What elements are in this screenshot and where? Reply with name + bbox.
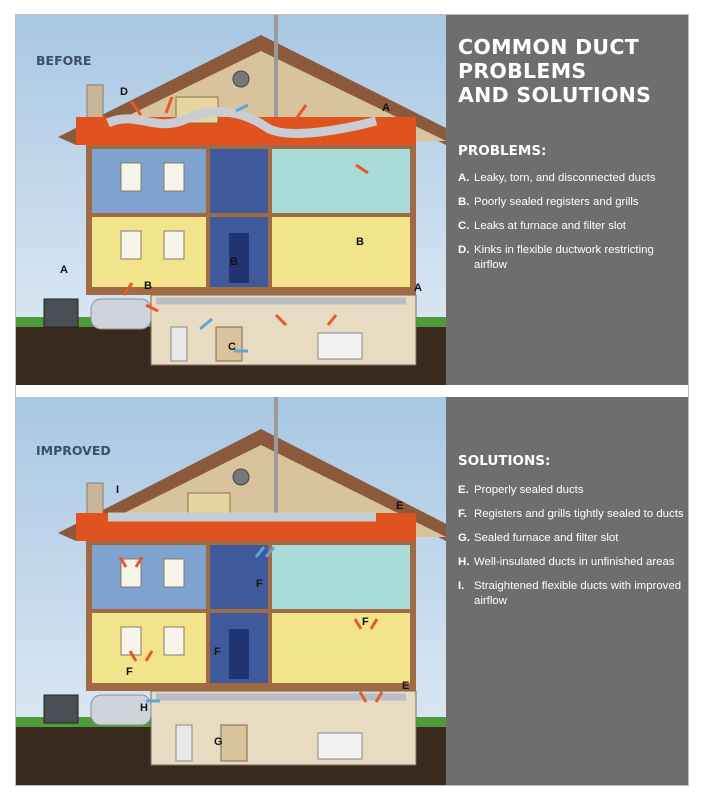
room-bedroom-1 <box>92 149 206 213</box>
before-house-illustration <box>16 15 446 385</box>
problem-item <box>458 195 686 210</box>
problem-key: B. <box>458 196 470 208</box>
callout-a-attic: A <box>382 102 390 114</box>
improved-label: IMPROVED <box>36 443 111 458</box>
solution-item <box>458 507 686 522</box>
problem-text: Leaks at furnace and filter slot <box>474 220 626 232</box>
room-kitchen <box>272 613 410 683</box>
problem-key: D. <box>458 244 470 256</box>
room-hall-upper <box>210 149 268 213</box>
washer-dryer <box>318 733 362 759</box>
room-living <box>92 217 206 287</box>
before-panel <box>16 15 688 385</box>
solution-text: Registers and grills tightly sealed to ducts <box>474 508 684 520</box>
callout-f-living: F <box>126 666 133 678</box>
callout-f-hall: F <box>214 646 221 658</box>
attic-vent <box>233 71 249 87</box>
solution-item <box>458 579 686 609</box>
callout-e-attic: E <box>396 500 404 512</box>
problem-key: C. <box>458 220 470 232</box>
crawlspace <box>91 299 151 329</box>
problem-item <box>458 243 686 273</box>
ac-condenser <box>44 299 78 327</box>
page-title <box>458 35 683 107</box>
solution-key: G. <box>458 532 471 544</box>
solution-text: Sealed furnace and filter slot <box>474 532 619 544</box>
title-line-2: PROBLEMS <box>458 59 587 83</box>
solution-key: F. <box>458 508 467 520</box>
callout-g: G <box>214 736 223 748</box>
callout-f-kitchen: F <box>362 616 369 628</box>
panel-divider <box>16 385 688 397</box>
solutions-sidebar <box>446 397 688 785</box>
improved-panel <box>16 397 688 785</box>
callout-f-bath: F <box>256 578 263 590</box>
solution-key: E. <box>458 484 469 496</box>
problem-item <box>458 219 686 234</box>
before-house-svg <box>16 15 446 385</box>
title-line-1: COMMON DUCT <box>458 35 639 59</box>
problem-text: Poorly sealed registers and grills <box>474 196 639 208</box>
solution-item <box>458 555 686 570</box>
solutions-list <box>458 483 686 618</box>
room-bathroom <box>272 149 410 213</box>
callout-b-living: B <box>144 280 152 292</box>
problems-list <box>458 171 686 282</box>
washer-dryer <box>318 333 362 359</box>
solution-key: H. <box>458 556 470 568</box>
room-bathroom <box>272 545 410 609</box>
problem-text: Kinks in flexible ductwork restricting airflow <box>474 244 654 271</box>
problem-item <box>458 171 686 186</box>
callout-d: D <box>120 86 128 98</box>
callout-b-kitchen: B <box>356 236 364 248</box>
problem-key: A. <box>458 172 470 184</box>
problems-sidebar <box>446 15 688 385</box>
callout-a-basement: A <box>414 282 422 294</box>
room-kitchen <box>272 217 410 287</box>
callout-h: H <box>140 702 148 714</box>
solutions-heading: SOLUTIONS: <box>458 453 551 469</box>
infographic-frame <box>15 14 689 786</box>
attic-vent <box>233 469 249 485</box>
solution-text: Well-insulated ducts in unfinished areas <box>474 556 675 568</box>
problem-text: Leaky, torn, and disconnected ducts <box>474 172 656 184</box>
callout-c: C <box>228 341 236 353</box>
room-bedroom-1 <box>92 545 206 609</box>
solution-text: Properly sealed ducts <box>474 484 584 496</box>
front-door <box>229 629 249 679</box>
water-heater <box>171 327 187 361</box>
callout-e-basement: E <box>402 680 410 692</box>
solution-item <box>458 483 686 498</box>
callout-i: I <box>116 484 120 496</box>
callout-b-hall: B <box>230 256 238 268</box>
room-living <box>92 613 206 683</box>
problems-heading: PROBLEMS: <box>458 143 547 159</box>
water-heater <box>176 725 192 761</box>
before-label: BEFORE <box>36 53 92 68</box>
furnace <box>221 725 247 761</box>
solution-key: I. <box>458 580 465 592</box>
ac-condenser <box>44 695 78 723</box>
title-line-3: AND SOLUTIONS <box>458 83 652 107</box>
callout-a-crawl: A <box>60 264 68 276</box>
basement <box>151 295 416 365</box>
solution-text: Straightened flexible ducts with improved airflow <box>474 580 682 607</box>
solution-item <box>458 531 686 546</box>
